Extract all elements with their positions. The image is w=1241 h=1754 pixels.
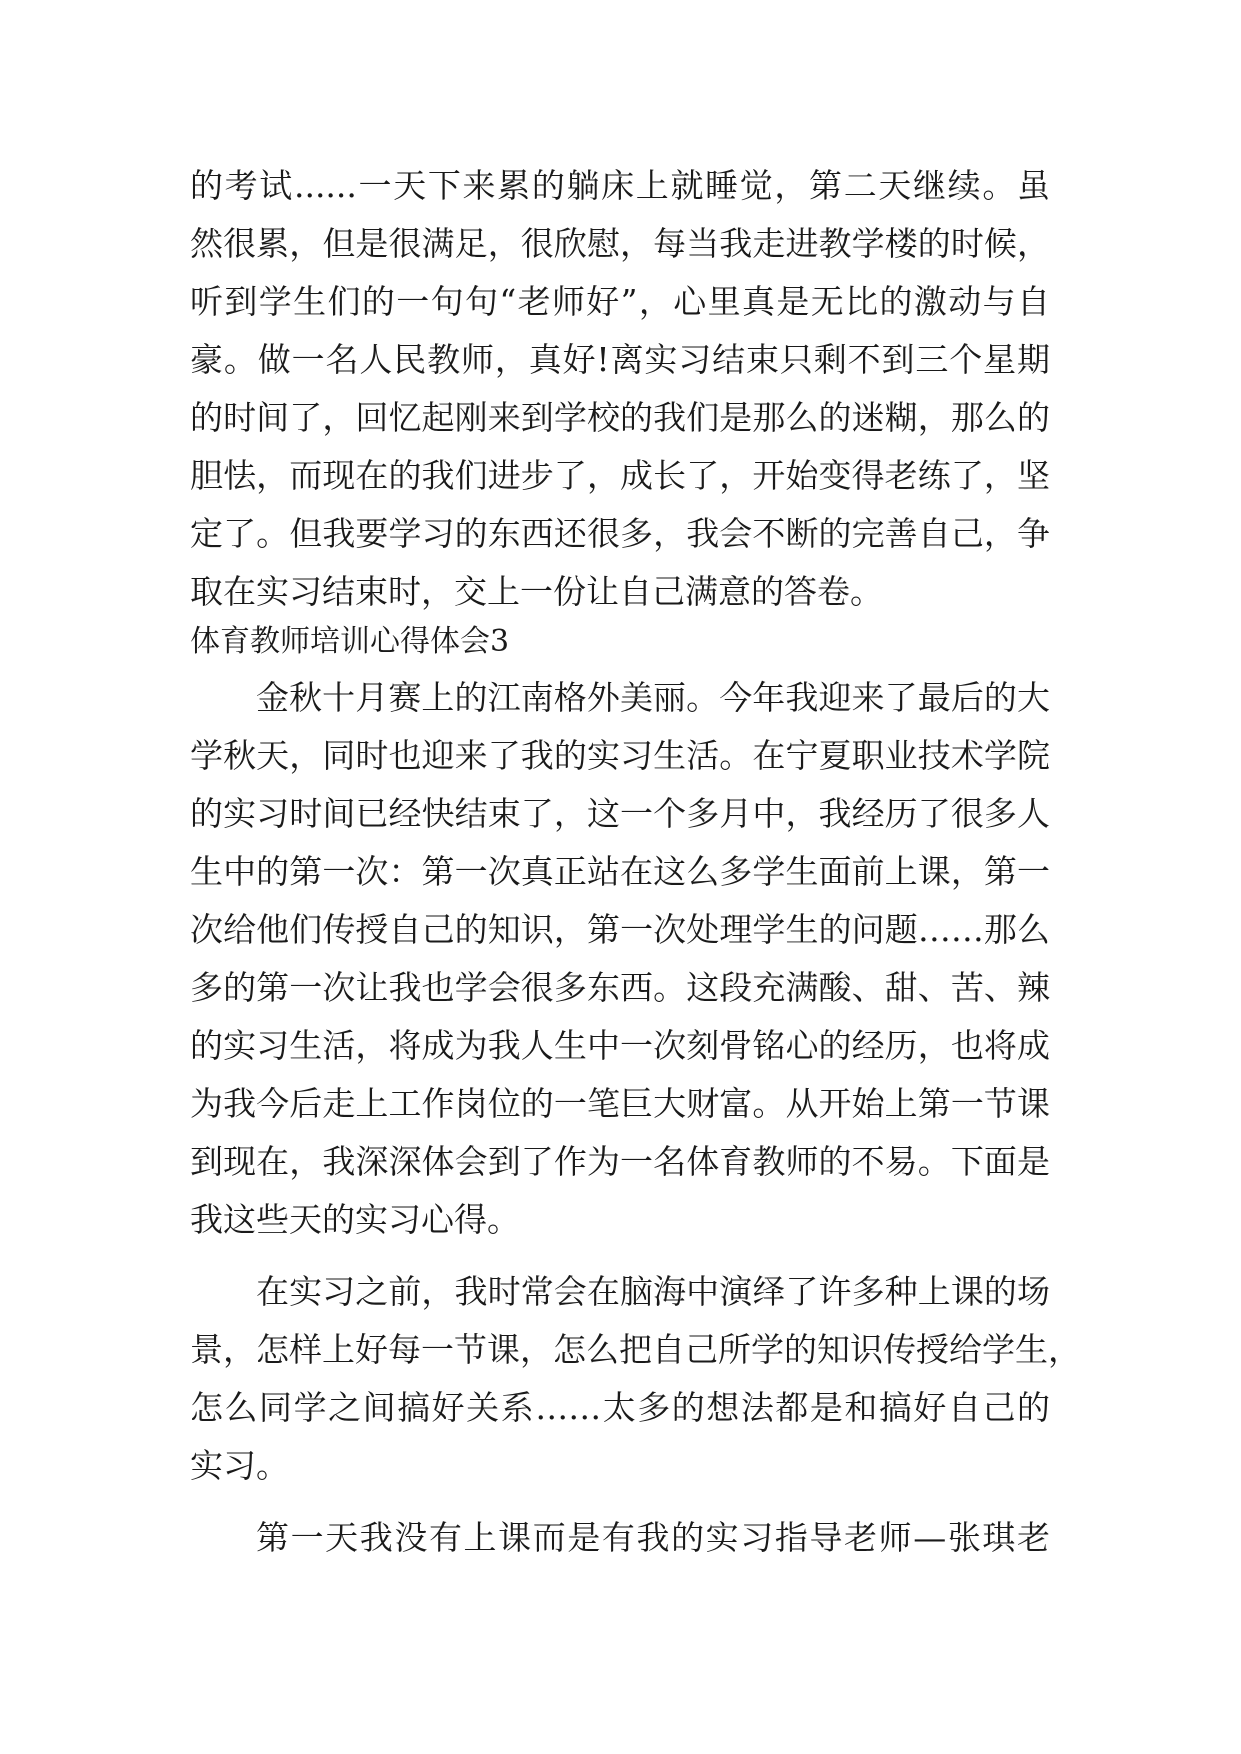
paragraph-line: 生中的第一次：第一次真正站在这么多学生面前上课，第一 xyxy=(190,852,1050,891)
paragraph-line: 景，怎样上好每一节课，怎么把自己所学的知识传授给学生， xyxy=(190,1330,1081,1369)
paragraph-line: 取在实习结束时，交上一份让自己满意的答卷。 xyxy=(190,572,883,611)
paragraph-line: 次给他们传授自己的知识，第一次处理学生的问题……那么 xyxy=(190,910,1050,949)
paragraph-line: 到现在，我深深体会到了作为一名体育教师的不易。下面是 xyxy=(190,1142,1050,1181)
paragraph-line: 的实习生活，将成为我人生中一次刻骨铭心的经历，也将成 xyxy=(190,1026,1050,1065)
paragraph-line: 金秋十月赛上的江南格外美丽。今年我迎来了最后的大 xyxy=(256,678,1050,717)
paragraph-line: 我这些天的实习心得。 xyxy=(190,1200,520,1239)
paragraph-line: 然很累，但是很满足，很欣慰，每当我走进教学楼的时候， xyxy=(190,224,1050,263)
paragraph-line: 学秋天，同时也迎来了我的实习生活。在宁夏职业技术学院 xyxy=(190,736,1050,775)
paragraph-line: 为我今后走上工作岗位的一笔巨大财富。从开始上第一节课 xyxy=(190,1084,1050,1123)
paragraph-line: 豪。做一名人民教师，真好!离实习结束只剩不到三个星期 xyxy=(190,340,1050,379)
paragraph-line: 第一天我没有上课而是有我的实习指导老师—张琪老 xyxy=(256,1518,1050,1557)
section-heading: 体育教师培训心得体会3 xyxy=(190,624,510,659)
paragraph-line: 怎么同学之间搞好关系……太多的想法都是和搞好自己的 xyxy=(190,1388,1050,1427)
paragraph-line: 在实习之前，我时常会在脑海中演绎了许多种上课的场 xyxy=(256,1272,1050,1311)
paragraph-line: 实习。 xyxy=(190,1446,289,1485)
paragraph-line: 的实习时间已经快结束了，这一个多月中，我经历了很多人 xyxy=(190,794,1050,833)
paragraph-line: 的考试......一天下来累的躺床上就睡觉，第二天继续。虽 xyxy=(190,166,1050,205)
paragraph-line: 听到学生们的一句句“老师好”，心里真是无比的激动与自 xyxy=(190,282,1050,321)
paragraph-line: 多的第一次让我也学会很多东西。这段充满酸、甜、苦、辣 xyxy=(190,968,1050,1007)
paragraph-line: 的时间了，回忆起刚来到学校的我们是那么的迷糊，那么的 xyxy=(190,398,1050,437)
paragraph-line: 胆怯，而现在的我们进步了，成长了，开始变得老练了，坚 xyxy=(190,456,1050,495)
paragraph-line: 定了。但我要学习的东西还很多，我会不断的完善自己，争 xyxy=(190,514,1050,553)
